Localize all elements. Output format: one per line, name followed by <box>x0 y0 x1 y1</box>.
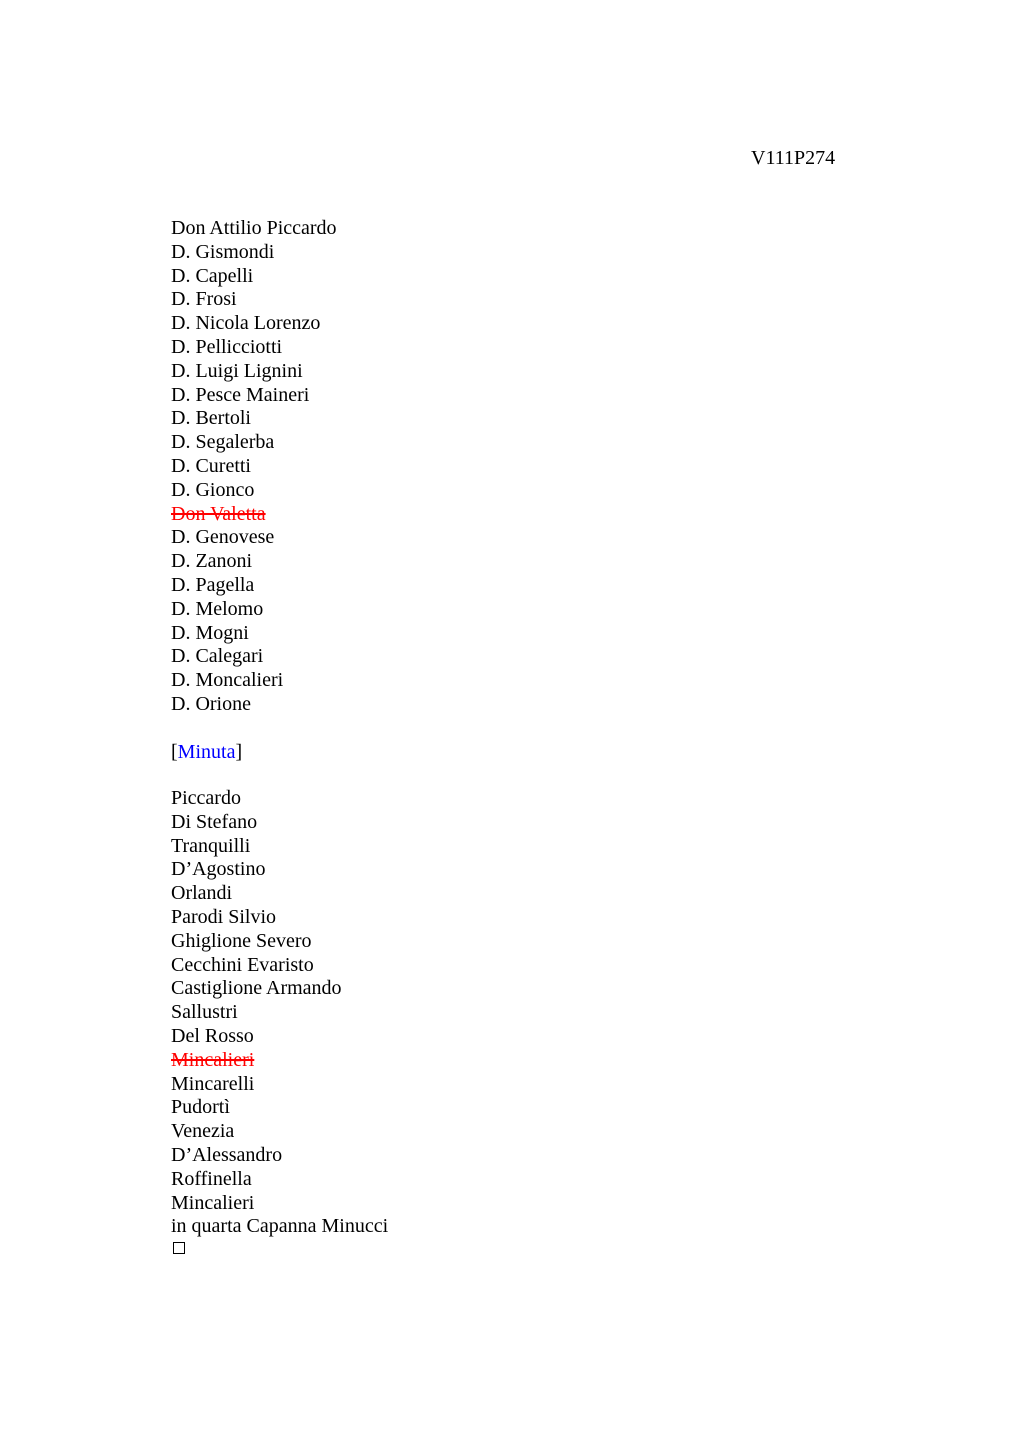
name-line: D. Zanoni <box>171 550 253 573</box>
name-line: Piccardo <box>171 787 241 809</box>
name-line: D. Nicola Lorenzo <box>171 312 321 335</box>
name-line: Ghiglione Severo <box>171 929 312 952</box>
struck-name-line: Don Valetta <box>171 502 266 525</box>
name-line: D. Pellicciotti <box>171 335 283 358</box>
name-line: D. Orione <box>171 692 251 715</box>
name-line: D. Pesce Maineri <box>171 383 310 406</box>
name-line: Del Rosso <box>171 1024 254 1047</box>
name-line: D. Frosi <box>171 288 237 311</box>
name-line: Sallustri <box>171 1001 238 1024</box>
name-line: D. Mogni <box>171 621 249 644</box>
name-line: D. Curetti <box>171 454 251 477</box>
name-line: D. Melomo <box>171 597 264 620</box>
name-line: Mincalieri <box>171 1191 255 1214</box>
minuta-label: Minuta <box>177 741 236 763</box>
name-line: Pudortì <box>171 1096 230 1119</box>
minuta-close-bracket: ] <box>235 741 243 763</box>
empty-square-icon <box>173 1242 185 1254</box>
minuta-note <box>171 740 242 764</box>
name-line: D. Genovese <box>171 526 275 549</box>
page-id: V111P274 <box>751 147 836 169</box>
name-line: Mincarelli <box>171 1072 255 1095</box>
name-line: D. Capelli <box>171 264 254 287</box>
name-line: Don Attilio Piccardo <box>171 217 337 239</box>
name-line: D. Luigi Lignini <box>171 359 303 382</box>
name-line: D. Calegari <box>171 645 264 668</box>
name-line: D. Gionco <box>171 478 255 501</box>
name-line: Orlandi <box>171 882 233 905</box>
name-line: Cecchini Evaristo <box>171 953 314 976</box>
name-line: D’Alessandro <box>171 1143 283 1166</box>
name-line: D. Segalerba <box>171 431 275 454</box>
name-line: Di Stefano <box>171 810 258 833</box>
surname-list <box>171 787 771 1239</box>
name-line: D. Bertoli <box>171 407 251 430</box>
name-line: D. Pagella <box>171 573 255 596</box>
name-line: Parodi Silvio <box>171 905 277 928</box>
name-line: Tranquilli <box>171 834 251 857</box>
name-line: D. Moncalieri <box>171 669 284 692</box>
name-line: D’Agostino <box>171 858 266 881</box>
struck-name-line: Mincalieri <box>171 1048 255 1071</box>
name-line: Venezia <box>171 1120 235 1143</box>
name-line: Roffinella <box>171 1167 252 1190</box>
name-line: in quarta Capanna Minucci <box>171 1215 389 1238</box>
name-line: Castiglione Armando <box>171 977 342 1000</box>
name-line: D. Gismondi <box>171 240 275 263</box>
priest-name-list <box>171 217 771 717</box>
minuta-open-bracket: [ <box>171 741 178 763</box>
